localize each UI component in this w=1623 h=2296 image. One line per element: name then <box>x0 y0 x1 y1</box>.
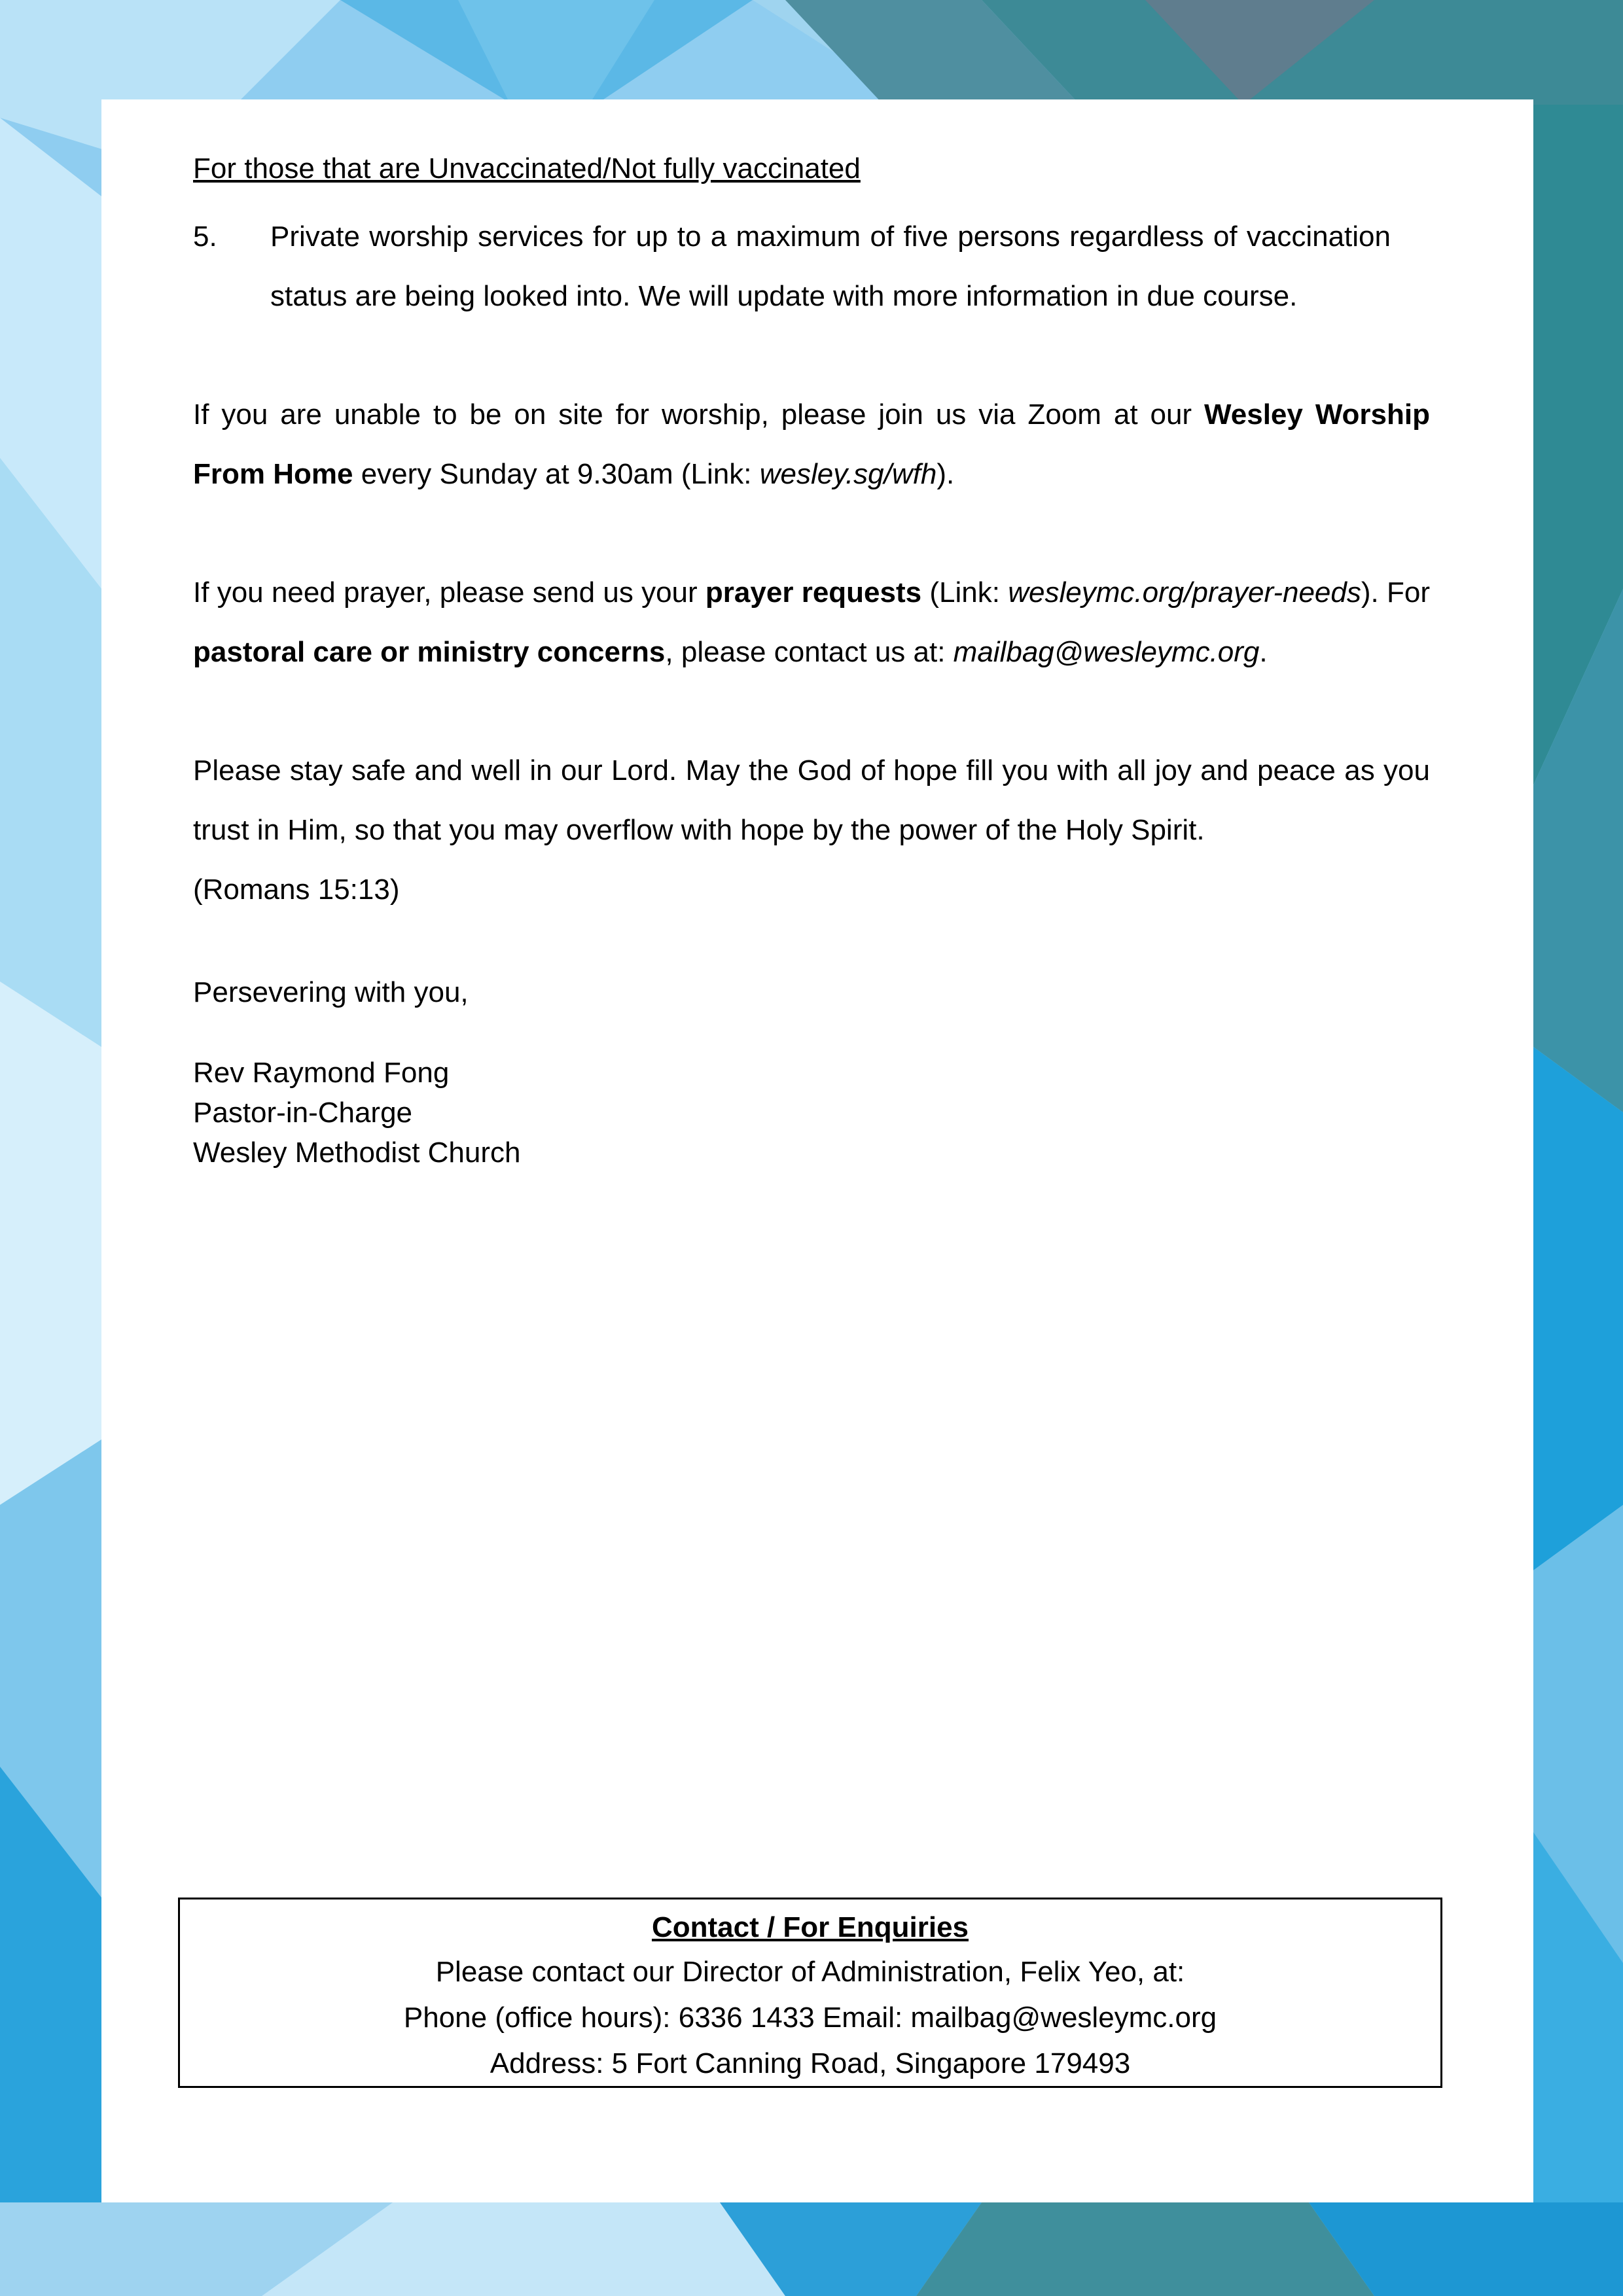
blessing-text: Please stay safe and well in our Lord. May the God of hope fill you with all joy and peace as you trust in Him, so that you may overflow with hope by the power of the Holy Spirit. <box>193 754 1430 846</box>
list-item-5 <box>193 207 1430 326</box>
signatory-name: Rev Raymond Fong <box>193 1057 450 1089</box>
prayer-requests-bold: prayer requests <box>705 576 922 609</box>
signatory-title: Pastor-in-Charge <box>193 1097 413 1129</box>
mailbag-email-link[interactable]: mailbag@wesleymc.org <box>953 636 1260 668</box>
closing-line: Persevering with you, <box>193 976 469 1008</box>
letter-page <box>101 99 1533 2202</box>
blessing-paragraph <box>193 741 1430 919</box>
zoom-text-pre: If you are unable to be on site for worship, please join us via Zoom at our <box>193 398 1205 431</box>
prayer-paragraph <box>193 563 1430 682</box>
prayer-text-pre: If you need prayer, please send us your <box>193 576 705 609</box>
wfh-link[interactable]: wesley.sg/wfh <box>759 458 937 490</box>
list-item-number: 5. <box>193 221 217 253</box>
zoom-text-post: ). <box>936 458 955 490</box>
zoom-text-mid: every Sunday at 9.30am (Link: <box>353 458 760 490</box>
contact-line-address: Address: 5 Fort Canning Road, Singapore 179493 <box>490 2047 1131 2079</box>
contact-box <box>178 1898 1442 2088</box>
pastoral-care-bold: pastoral care or ministry concerns <box>193 636 666 668</box>
prayer-text-mid3: , please contact us at: <box>665 636 954 668</box>
prayer-text-post: . <box>1259 636 1268 668</box>
prayer-text-mid2: ). For <box>1361 576 1431 609</box>
wfh-bold: Wesley Worship From Home <box>193 398 1431 490</box>
letter-body <box>193 154 1430 1173</box>
contact-title: Contact / For Enquiries <box>651 1911 969 1943</box>
list-item-text: Private worship services for up to a maximum of five persons regardless of vaccination status are being looked into. We will update with more information in due course. <box>270 221 1391 312</box>
contact-line-phone-email: Phone (office hours): 6336 1433 Email: mailbag@wesleymc.org <box>403 2002 1217 2034</box>
section-heading: For those that are Unvaccinated/Not fully vaccinated <box>193 152 861 185</box>
prayer-text-mid1: (Link: <box>921 576 1008 609</box>
prayer-needs-link[interactable]: wesleymc.org/prayer-needs <box>1008 576 1361 609</box>
signature-block <box>193 1053 1430 1173</box>
zoom-paragraph <box>193 385 1430 504</box>
contact-line-director: Please contact our Director of Administration, Felix Yeo, at: <box>435 1956 1185 1988</box>
scripture-reference: (Romans 15:13) <box>193 874 400 906</box>
church-name: Wesley Methodist Church <box>193 1137 521 1169</box>
